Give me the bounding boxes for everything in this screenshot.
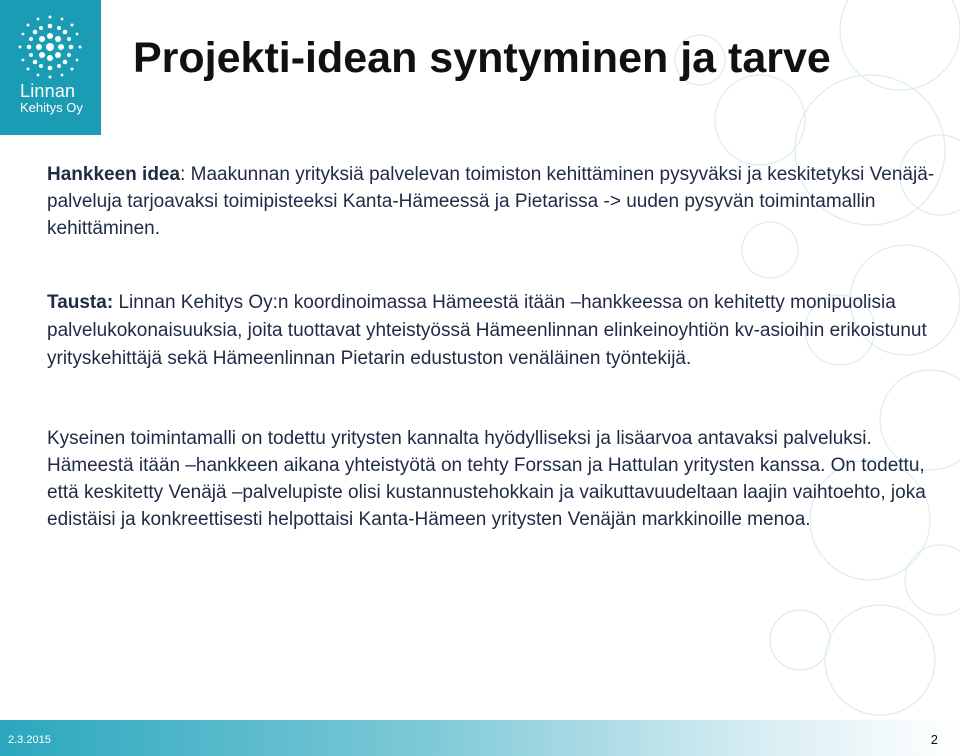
footer-date: 2.3.2015 <box>8 734 51 746</box>
idea-paragraph <box>47 161 937 242</box>
background-label: Tausta: <box>47 292 114 313</box>
idea-text: : Maakunnan yrityksiä palvelevan toimiston kehittäminen pysyväksi ja keskitetyksi Venäjä-palveluja tarjoavaksi toimipisteeksi Kanta-Hämeessä ja Pietarissa -> uuden pysyvän toimintamallin kehittäminen. <box>47 164 935 239</box>
idea-label: Hankkeen idea <box>47 164 181 185</box>
background-paragraph <box>47 289 937 373</box>
logo-subtitle: Kehitys Oy <box>20 100 83 115</box>
footer-bar <box>0 720 960 756</box>
background-text: Linnan Kehitys Oy:n koordinoimassa Hämeestä itään –hankkeessa on kehitetty monipuolisia palvelukokonaisuuksia, joita tuottavat yhteistyössä Hämeenlinnan elinkeinoyhtiön kv-asioihin erikoistunut yrityskehittäjä sekä Hämeenlinnan Pietarin edustuston venäläinen työntekijä. <box>47 292 927 369</box>
company-logo <box>0 0 101 135</box>
slide-title: Projekti-idean syntyminen ja tarve <box>133 34 831 82</box>
logo-name: Linnan <box>20 81 76 101</box>
flower-logo-icon <box>14 14 86 80</box>
model-paragraph: Kyseinen toimintamalli on todettu yritysten kannalta hyödylliseksi ja lisäarvoa antavaksi palveluksi. Hämeestä itään –hankkeen aikana yhteistyötä on tehty Forssan ja Hattulan yritysten kanssa. On todettu, että keskitetty Venäjä –palvelupiste olisi kustannustehokkain ja vaikuttavuudeltaan laajin vaihtoehto, joka edistäisi ja konkreettisesti helpottaisi Kanta-Hämeen yritysten Venäjän markkinoille menoa. <box>47 428 926 530</box>
page-number: 2 <box>930 732 938 747</box>
